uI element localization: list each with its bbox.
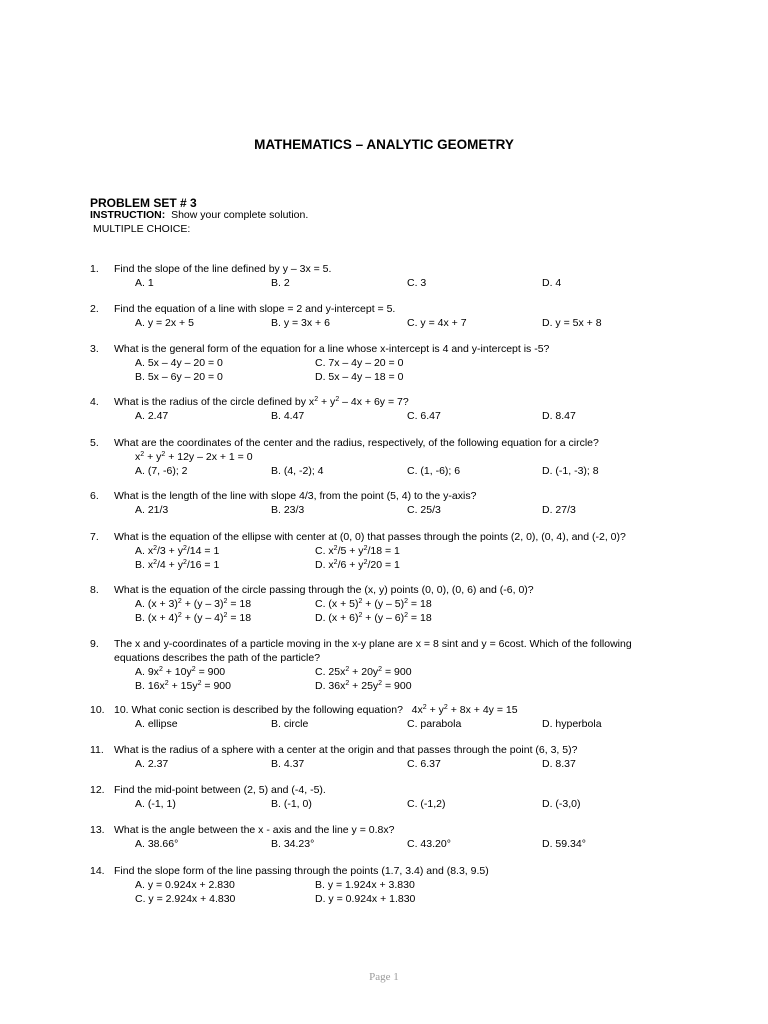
option-d: D. (-3,0) [542, 798, 581, 810]
question-number: 2. [90, 303, 99, 315]
option-b: B. 23/3 [271, 504, 305, 516]
question-text: The x and y-coordinates of a particle moving in the x-y plane are x = 8 sint and y = 6cost. Which of the following [114, 638, 632, 650]
option-a: A. 5x – 4y – 20 = 0 [135, 357, 223, 369]
option-b: B. 5x – 6y – 20 = 0 [135, 371, 223, 383]
question-text: Find the mid-point between (2, 5) and (-4, -5). [114, 784, 326, 796]
option-a: A. 21/3 [135, 504, 169, 516]
option-d: D. 8.47 [542, 410, 576, 422]
option-b: B. circle [271, 718, 309, 730]
question-number: 3. [90, 343, 99, 355]
question-number: 9. [90, 638, 99, 650]
option-c: C. 25/3 [407, 504, 441, 516]
question-text: What is the radius of a sphere with a center at the origin and that passes through the point (6, 3, 5)? [114, 744, 578, 756]
option-d: D. 5x – 4y – 18 = 0 [315, 371, 404, 383]
question-text: Find the equation of a line with slope = 2 and y-intercept = 5. [114, 303, 396, 315]
option-d: D. y = 0.924x + 1.830 [315, 893, 416, 905]
document-title: MATHEMATICS – ANALYTIC GEOMETRY [254, 137, 514, 152]
option-b: B. 4.47 [271, 410, 305, 422]
option-a: A. 2.47 [135, 410, 169, 422]
option-c: C. (-1,2) [407, 798, 446, 810]
question-number: 12. [90, 784, 105, 796]
question-text-line-2: equations describes the path of the particle? [114, 652, 321, 664]
option-b: B. y = 1.924x + 3.830 [315, 879, 415, 891]
option-c: C. 6.47 [407, 410, 441, 422]
option-d: D. $x^2/6 + y^2/20 = 1$ [315, 559, 400, 571]
question-number: 10. [90, 704, 105, 716]
option-c: C. $x^2/5 + y^2/18 = 1$ [315, 545, 400, 557]
option-a: A. $(x + 3)^2 + (y - 3)^2 = 18$ [135, 598, 252, 610]
question-text: What is the equation of the circle passing through the (x, y) points (0, 0), (0, 6) and (-6, 0)? [114, 584, 534, 596]
option-b: B. $x^2/4 + y^2/16 = 1$ [135, 559, 220, 571]
option-d: D. $(x + 6)^2 + (y - 6)^2 = 18$ [315, 612, 432, 624]
question-text: What is the length of the line with slope 4/3, from the point (5, 4) to the y-axis? [114, 490, 477, 502]
option-d: D. 4 [542, 277, 562, 289]
question-text: What is the general form of the equation for a line whose x-intercept is 4 and y-intercept is -5? [114, 343, 550, 355]
option-c: C. 3 [407, 277, 427, 289]
option-c: C. parabola [407, 718, 462, 730]
option-b: B. 34.23° [271, 838, 315, 850]
question-equation: $x^2 + y^2 + 12y - 2x + 1 = 0$ [135, 451, 253, 463]
question-text: What is the equation of the ellipse with center at (0, 0) that passes through the points (2, 0), (0, 4), and (-2, 0)? [114, 531, 626, 543]
option-c: C. y = 4x + 7 [407, 317, 467, 329]
question-number: 14. [90, 865, 105, 877]
question-number: 11. [90, 744, 104, 756]
option-b: B. $16x^2 + 15y^2 = 900$ [135, 680, 231, 692]
option-a: A. 1 [135, 277, 154, 289]
option-a: A. $9x^2 + 10y^2 = 900$ [135, 666, 226, 678]
multiple-choice-label: MULTIPLE CHOICE: [93, 223, 191, 235]
option-c: C. (1, -6); 6 [407, 465, 461, 477]
option-b: B. (4, -2); 4 [271, 465, 324, 477]
question-number: 8. [90, 584, 99, 596]
option-b: B. y = 3x + 6 [271, 317, 330, 329]
question-text: 10. What conic section is described by the following equation? $4x^2 + y^2 + 8x + 4y = 15$ [114, 704, 518, 716]
instruction-line [90, 209, 308, 221]
question-number: 5. [90, 437, 99, 449]
option-b: B. 2 [271, 277, 290, 289]
option-d: D. 27/3 [542, 504, 576, 516]
question-text: What is the radius of the circle defined by $x^2 + y^2 - 4x + 6y = 7$? [114, 396, 409, 408]
option-c: C. 7x – 4y – 20 = 0 [315, 357, 404, 369]
option-c: C. 43.20° [407, 838, 451, 850]
option-c: C. $(x + 5)^2 + (y - 5)^2 = 18$ [315, 598, 432, 610]
option-d: D. y = 5x + 8 [542, 317, 602, 329]
option-c: C. $25x^2 + 20y^2 = 900$ [315, 666, 412, 678]
question-number: 4. [90, 396, 99, 408]
option-a: A. y = 2x + 5 [135, 317, 194, 329]
problem-set-heading: PROBLEM SET # 3 [90, 196, 197, 210]
option-b: B. (-1, 0) [271, 798, 312, 810]
question-text: Find the slope form of the line passing through the points (1.7, 3.4) and (8.3, 9.5) [114, 865, 489, 877]
option-a: A. (-1, 1) [135, 798, 176, 810]
option-b: B. $(x + 4)^2 + (y - 4)^2 = 18$ [135, 612, 252, 624]
question-number: 7. [90, 531, 99, 543]
option-a: A. ellipse [135, 718, 178, 730]
question-number: 1. [90, 263, 99, 275]
option-d: D. $36x^2 + 25y^2 = 900$ [315, 680, 412, 692]
question-number: 6. [90, 490, 99, 502]
option-d: D. hyperbola [542, 718, 602, 730]
option-a: A. 38.66° [135, 838, 179, 850]
question-text: Find the slope of the line defined by y – 3x = 5. [114, 263, 332, 275]
option-a: A. 2.37 [135, 758, 169, 770]
option-d: D. (-1, -3); 8 [542, 465, 599, 477]
option-d: D. 59.34° [542, 838, 586, 850]
page-number: Page 1 [369, 971, 399, 983]
question-number: 13. [90, 824, 105, 836]
option-d: D. 8.37 [542, 758, 576, 770]
option-b: B. 4.37 [271, 758, 305, 770]
question-text: What are the coordinates of the center and the radius, respectively, of the following equation for a circle? [114, 437, 599, 449]
question-text: What is the angle between the x - axis and the line y = 0.8x? [114, 824, 395, 836]
option-a: A. (7, -6); 2 [135, 465, 188, 477]
option-a: A. y = 0.924x + 2.830 [135, 879, 235, 891]
option-c: C. 6.37 [407, 758, 441, 770]
instruction-label: INSTRUCTION: [90, 209, 166, 221]
option-c: C. y = 2.924x + 4.830 [135, 893, 236, 905]
option-a: A. $x^2/3 + y^2/14 = 1$ [135, 545, 220, 557]
instruction-text: Show your complete solution. [171, 209, 309, 221]
